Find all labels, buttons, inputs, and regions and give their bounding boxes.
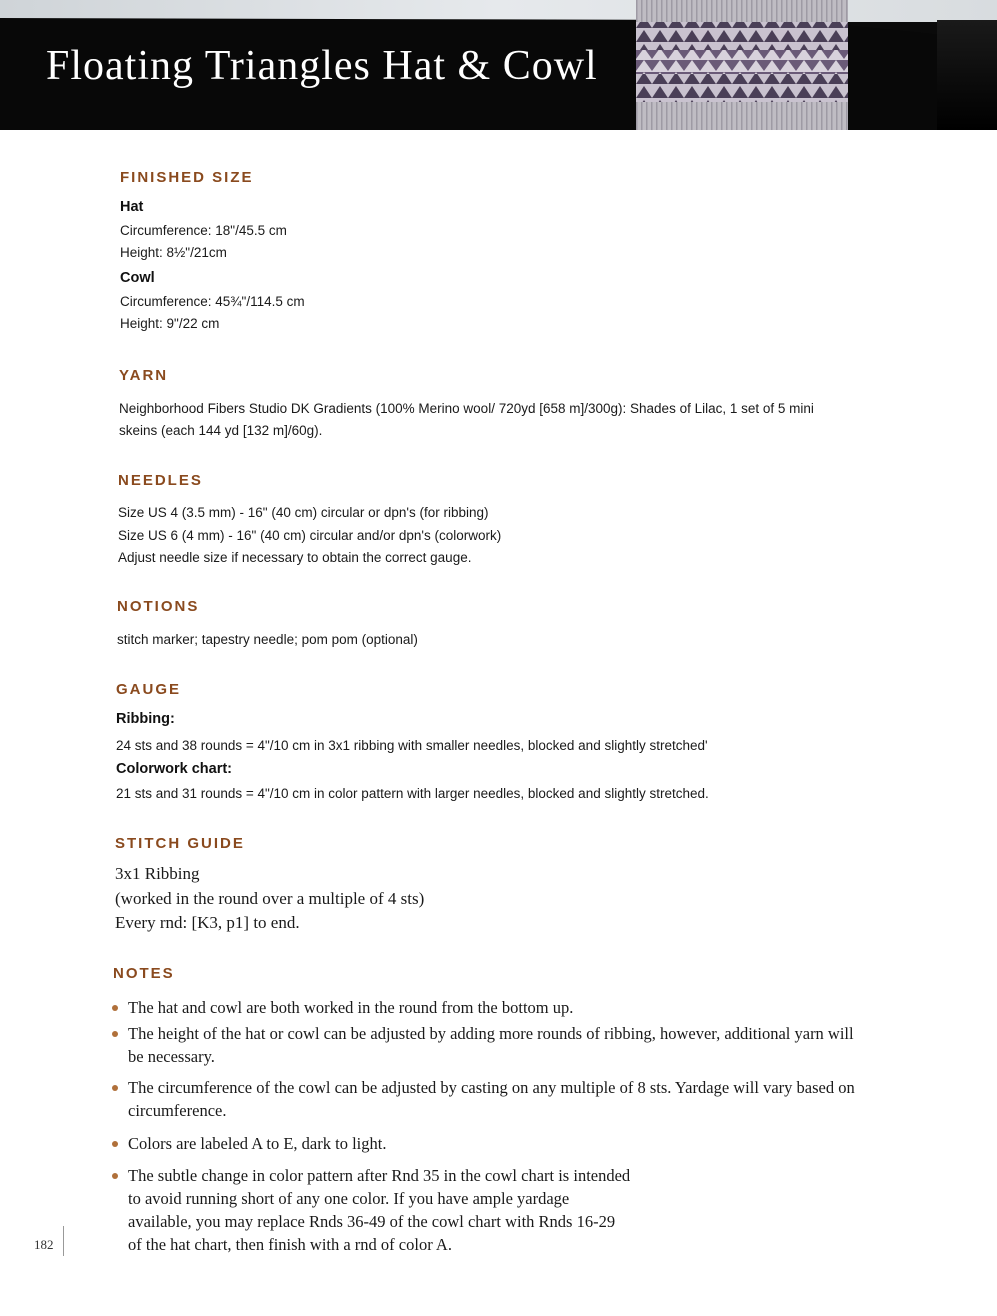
needles-line-1: Size US 4 (3.5 mm) - 16" (40 cm) circular or dpn's (for ribbing) <box>118 505 489 520</box>
note-text: The circumference of the cowl can be adjusted by casting on any multiple of 8 sts. Yardage will vary based on circumference. <box>128 1078 855 1120</box>
needles-heading: NEEDLES <box>118 472 203 489</box>
bullet-icon <box>112 1031 118 1037</box>
note-text: The hat and cowl are both worked in the round from the bottom up. <box>128 998 574 1017</box>
gauge-ribbing-text: 24 sts and 38 rounds = 4"/10 cm in 3x1 ribbing with smaller needles, blocked and slightly stretched' <box>116 738 708 753</box>
hat-circumference: Circumference: 18"/45.5 cm <box>120 223 287 238</box>
stitch-guide-line-2: (worked in the round over a multiple of 4 sts) <box>115 889 425 908</box>
gauge-colorwork-text: 21 sts and 31 rounds = 4"/10 cm in color pattern with larger needles, blocked and slightly stretched. <box>116 786 709 801</box>
note-item <box>112 1132 872 1155</box>
bullet-icon <box>112 1173 118 1179</box>
needles-line-3: Adjust needle size if necessary to obtain the correct gauge. <box>118 550 472 565</box>
bullet-icon <box>112 1085 118 1091</box>
bullet-icon <box>112 1005 118 1011</box>
cowl-height: Height: 9"/22 cm <box>120 316 220 331</box>
notes-heading: NOTES <box>113 965 175 982</box>
notions-line-1: stitch marker; tapestry needle; pom pom (optional) <box>117 632 418 647</box>
note-item <box>112 1164 632 1256</box>
stitch-guide-line-3: Every rnd: [K3, p1] to end. <box>115 913 300 932</box>
note-text: Colors are labeled A to E, dark to light. <box>128 1134 387 1153</box>
hat-label: Hat <box>120 199 144 215</box>
stitch-guide-heading: STITCH GUIDE <box>115 835 245 852</box>
yarn-line-1: Neighborhood Fibers Studio DK Gradients (100% Merino wool/ 720yd [658 m]/300g): Shades of Lilac, 1 set of 5 mini <box>119 401 814 416</box>
hat-height: Height: 8½"/21cm <box>120 245 227 260</box>
yarn-line-2: skeins (each 144 yd [132 m]/60g). <box>119 423 323 438</box>
page-title: Floating Triangles Hat & Cowl <box>46 43 598 89</box>
note-item <box>112 1076 872 1122</box>
finished-size-heading: FINISHED SIZE <box>120 169 254 186</box>
needles-line-2: Size US 6 (4 mm) - 16" (40 cm) circular and/or dpn's (colorwork) <box>118 528 502 543</box>
knit-sample-photo <box>636 0 848 130</box>
page-number-divider <box>63 1226 64 1256</box>
cowl-label: Cowl <box>120 270 155 286</box>
gauge-colorwork-label: Colorwork chart: <box>116 761 233 777</box>
note-text: The subtle change in color pattern after Rnd 35 in the cowl chart is intended to avoid running short of any one color. If you have ample yardage available, you may replace Rnds 36-49 of the cowl chart with Rnds 16-29 of the hat chart, then finish with a rnd of color A. <box>128 1166 631 1254</box>
gauge-heading: GAUGE <box>116 681 182 698</box>
stitch-guide-line-1: 3x1 Ribbing <box>115 864 200 883</box>
page-edge-shadow <box>937 20 997 130</box>
title-banner <box>0 0 997 130</box>
note-item <box>112 1022 872 1068</box>
note-item <box>112 996 872 1019</box>
page-number: 182 <box>34 1237 54 1252</box>
cowl-circumference: Circumference: 45¾"/114.5 cm <box>120 294 305 309</box>
note-text: The height of the hat or cowl can be adjusted by adding more rounds of ribbing, however, additional yarn will be necessary. <box>128 1024 854 1066</box>
gauge-ribbing-label: Ribbing: <box>116 711 175 727</box>
yarn-heading: YARN <box>119 367 169 384</box>
bullet-icon <box>112 1141 118 1147</box>
notions-heading: NOTIONS <box>117 598 200 615</box>
